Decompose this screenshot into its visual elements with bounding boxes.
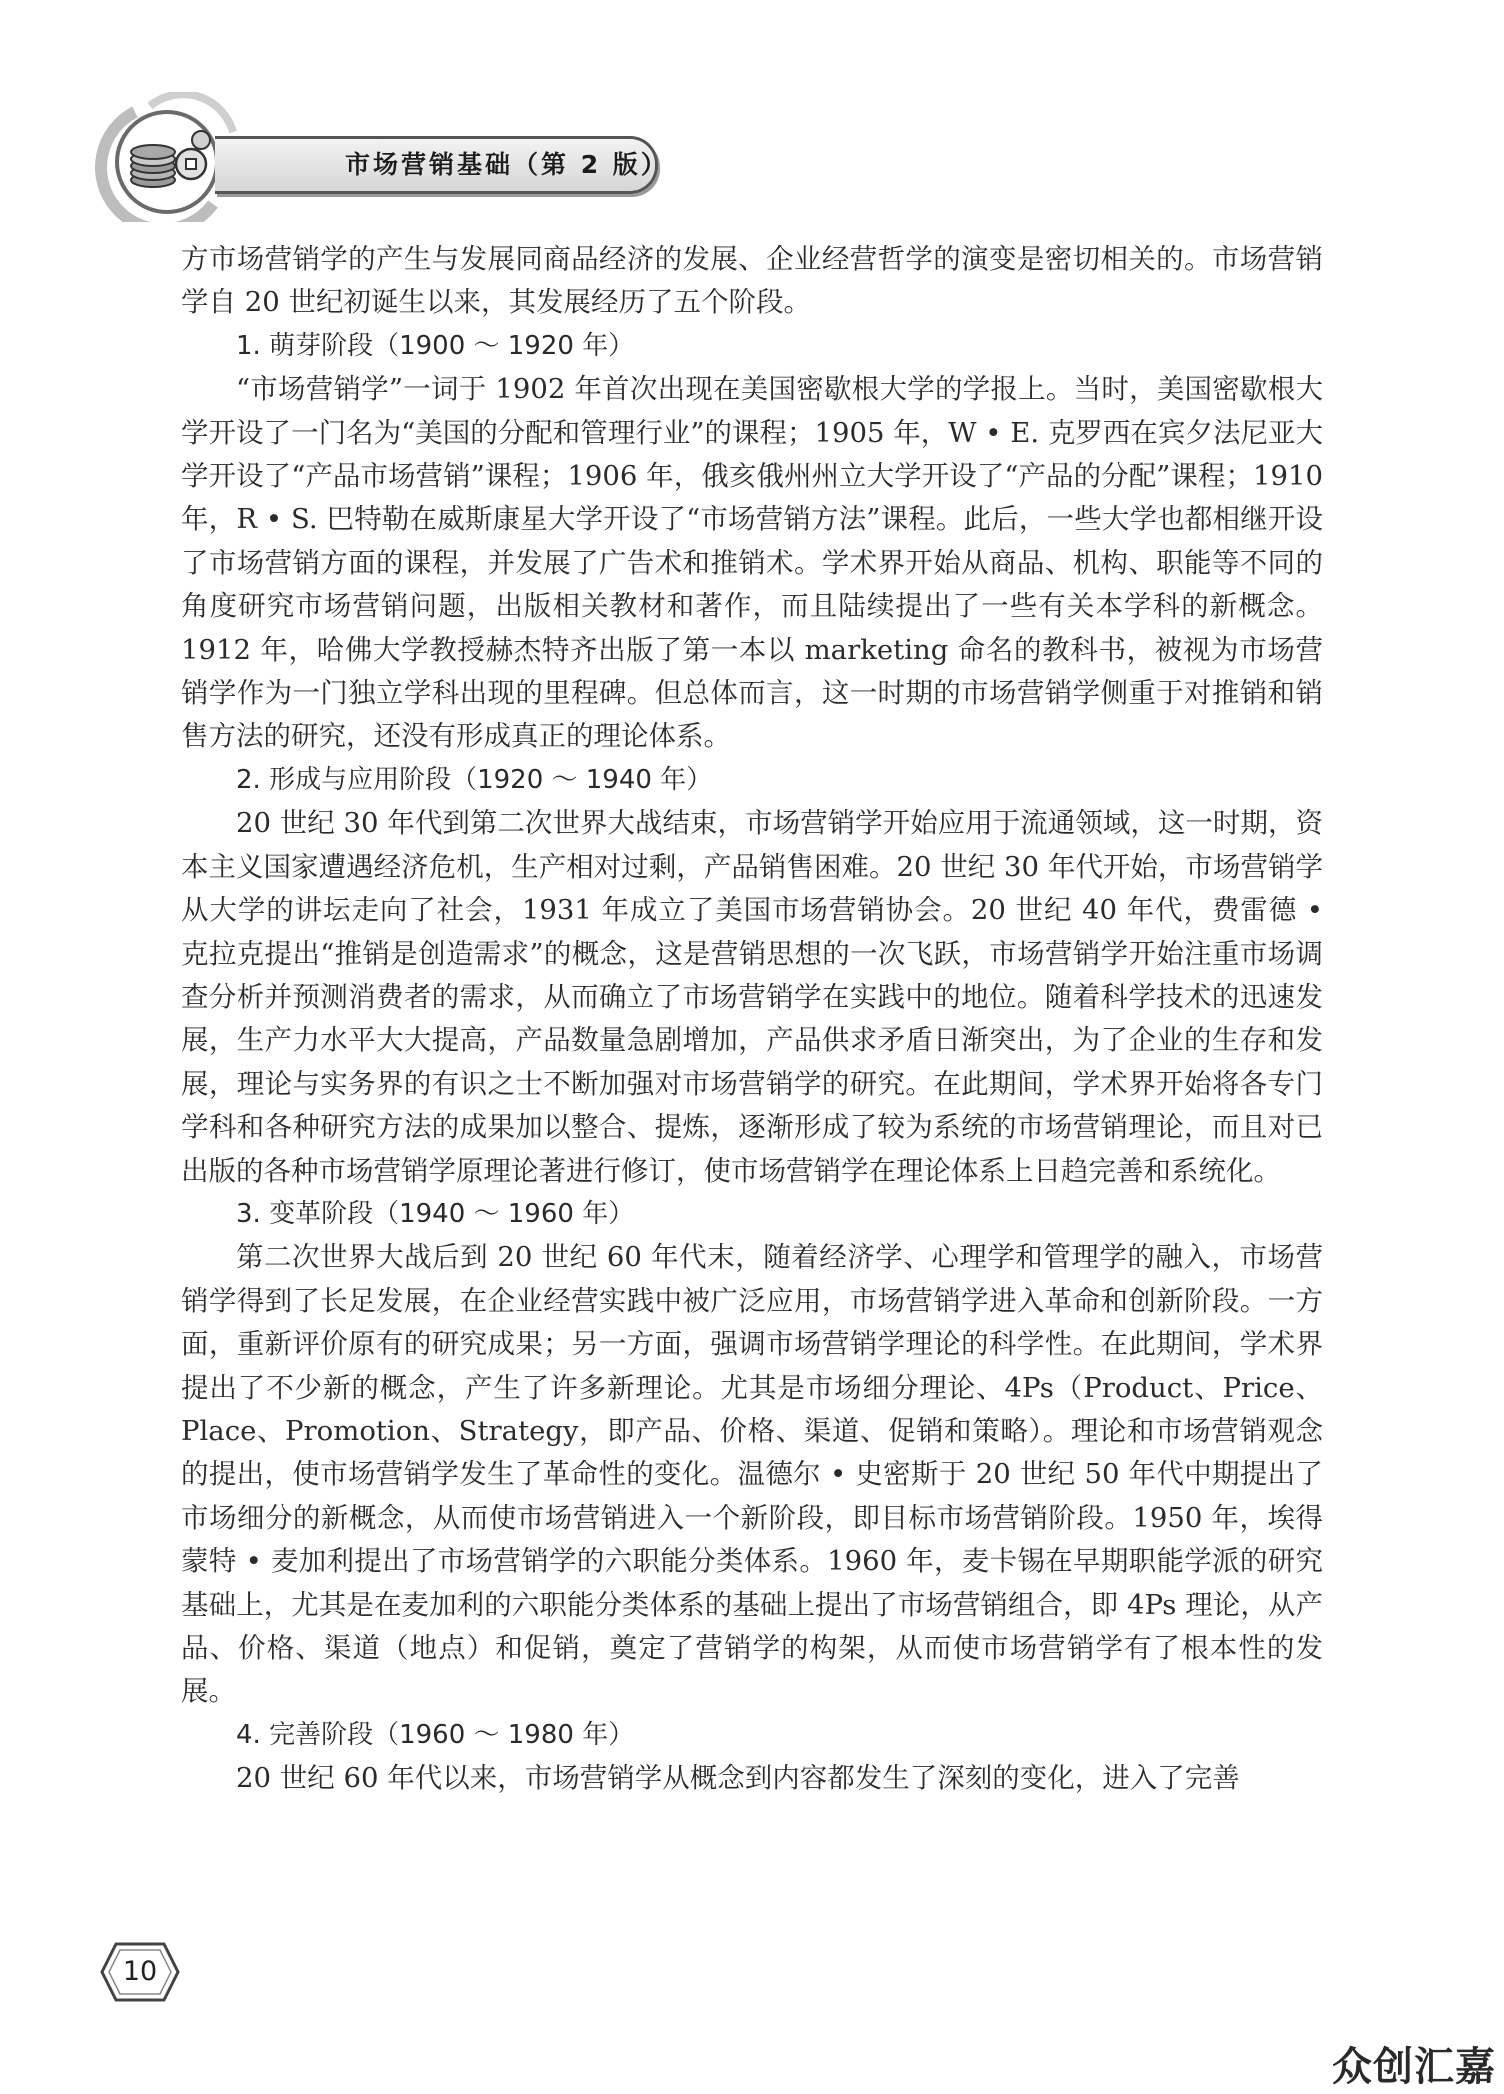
book-title: 市场营销基础（第 2 版） — [345, 150, 669, 179]
section-paragraph-1: “市场营销学”一词于 1902 年首次出现在美国密歇根大学的学报上。当时，美国密歇根大学开设了一门名为“美国的分配和管理行业”的课程；1905 年，W • E. 克罗西在宾夕法尼亚大学开设了“产品市场营销”课程；1906 年，俄亥俄州州立大学开设了“产品的分配”课程；1910 年，R • S. 巴特勒在威斯康星大学开设了“市场营销方法”课程。此后，一些大学也都相继开设了市场营销方面的课程，并发展了广告术和推销术。学术界开始从商品、机构、职能等不同的角度研究市场营销问题，出版相关教材和著作，而且陆续提出了一些有关本学科的新概念。1912 年，哈佛大学教授赫杰特齐出版了第一本以 marketing 命名的教科书，被视为市场营销学作为一门独立学科出现的里程碑。但总体而言，这一时期的市场营销学侧重于对推销和销售方法的研究，还没有形成真正的理论体系。 — [181, 373, 1323, 753]
page-body — [181, 238, 1323, 1801]
section-heading-2: 2. 形成与应用阶段（1920 ～ 1940 年） — [236, 764, 713, 795]
section-heading-3: 3. 变革阶段（1940 ～ 1960 年） — [236, 1198, 635, 1229]
intro-paragraph: 方市场营销学的产生与发展同商品经济的发展、企业经营哲学的演变是密切相关的。市场营销学自 20 世纪初诞生以来，其发展经历了五个阶段。 — [181, 243, 1323, 319]
section-paragraph-2: 20 世纪 30 年代到第二次世界大战结束，市场营销学开始应用于流通领域，这一时期，资本主义国家遭遇经济危机，生产相对过剩，产品销售困难。20 世纪 30 年代开始，市场营销学从大学的讲坛走向了社会，1931 年成立了美国市场营销协会。20 世纪 40 年代，费雷德 • 克拉克提出“推销是创造需求”的概念，这是营销思想的一次飞跃，市场营销学开始注重市场调查分析并预测消费者的需求，从而确立了市场营销学在实践中的地位。随着科学技术的迅速发展，生产力水平大大提高，产品数量急剧增加，产品供求矛盾日渐突出，为了企业的生存和发展，理论与实务界的有识之士不断加强对市场营销学的研究。在此期间，学术界开始将各专门学科和各种研究方法的成果加以整合、提炼，逐渐形成了较为系统的市场营销理论，而且对已出版的各种市场营销学原理论著进行修订，使市场营销学在理论体系上日趋完善和系统化。 — [181, 807, 1323, 1187]
page-number-badge — [100, 1940, 180, 2004]
section-heading-4: 4. 完善阶段（1960 ～ 1980 年） — [236, 1719, 635, 1750]
page-header — [95, 92, 669, 222]
section-paragraph-4: 20 世纪 60 年代以来，市场营销学从概念到内容都发生了深刻的变化，进入了完善 — [236, 1762, 1240, 1795]
section-paragraph-3: 第二次世界大战后到 20 世纪 60 年代末，随着经济学、心理学和管理学的融入，市场营销学得到了长足发展，在企业经营实践中被广泛应用，市场营销学进入革命和创新阶段。一方面，重新评价原有的研究成果；另一方面，强调市场营销学理论的科学性。在此期间，学术界提出了不少新的概念，产生了许多新理论。尤其是市场细分理论、4Ps（Product、Price、Place、Promotion、Strategy，即产品、价格、渠道、促销和策略）。理论和市场营销观念的提出，使市场营销学发生了革命性的变化。温德尔 • 史密斯于 20 世纪 50 年代中期提出了市场细分的新概念，从而使市场营销进入一个新阶段，即目标市场营销阶段。1950 年，埃得蒙特 • 麦加利提出了市场营销学的六职能分类体系。1960 年，麦卡锡在早期职能学派的研究基础上，尤其是在麦加利的六职能分类体系的基础上提出了市场营销组合，即 4Ps 理论，从产品、价格、渠道（地点）和促销，奠定了营销学的构架，从而使市场营销学有了根本性的发展。 — [181, 1241, 1323, 1708]
page-number: 10 — [122, 1956, 158, 1987]
book-title-bar — [215, 136, 669, 194]
watermark: 众创汇嘉 — [1332, 2044, 1496, 2090]
section-heading-1: 1. 萌芽阶段（1900 ～ 1920 年） — [236, 330, 635, 361]
